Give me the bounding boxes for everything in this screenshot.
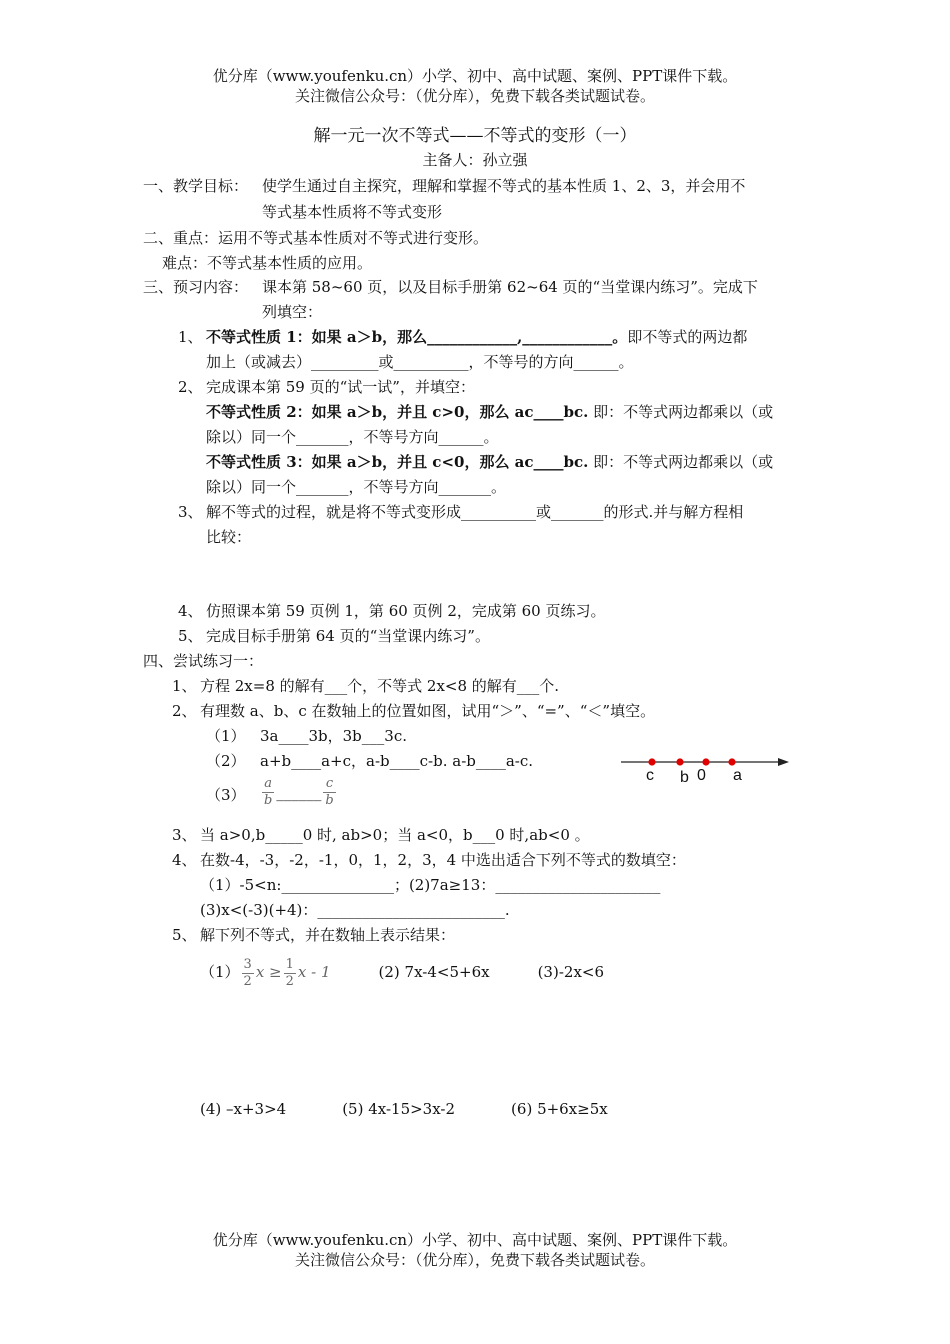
q2-sub-3-number: （3） bbox=[206, 786, 246, 804]
q2-number: 2、 bbox=[172, 702, 197, 720]
q2-text: 有理数 a、b、c 在数轴上的位置如图，试用“＞”、“=”、“＜”填空。 bbox=[200, 702, 656, 720]
item-2-number: 2、 bbox=[178, 378, 203, 396]
fraction-one-half: $\frac{1}{2}$ bbox=[285, 956, 294, 989]
item-1-rest: 即不等式的两边都 bbox=[627, 328, 748, 346]
property-3-line bbox=[206, 452, 773, 472]
q4-text: 在数-4，-3，-2，-1，0，1，2，3，4 中选出适合下列不等式的数填空： bbox=[200, 851, 686, 869]
section-3-text-1: 课本第 58~60 页，以及目标手册第 62~64 页的“当堂课内练习”。完成下 bbox=[262, 278, 758, 296]
q3-text: 当 a>0,b_____0 时, ab>0；当 a<0，b___0 时,ab<0 。 bbox=[200, 826, 590, 844]
fraction-a-over-b: $\frac{a}{b}$ bbox=[264, 776, 273, 808]
point-zero bbox=[702, 758, 709, 765]
q3-number: 3、 bbox=[172, 826, 197, 844]
item-4-number: 4、 bbox=[178, 602, 203, 620]
q2-sub-1-number: （1） bbox=[206, 727, 246, 745]
q2-sub-2-text: a+b____a+c，a-b____c-b. a-b____a-c. bbox=[260, 752, 534, 770]
q4-line-3: (3)x<(-3)(+4)：_________________________. bbox=[200, 901, 510, 919]
q5-4: (4) –x+3>4 bbox=[200, 1100, 287, 1118]
header-line-2: 关注微信公众号：（优分库），免费下载各类试题试卷。 bbox=[294, 87, 655, 105]
property-2-rest: 即：不等式两边都乘以（或 bbox=[588, 403, 774, 421]
property-1: 不等式性质 1：如果 a＞b，那么____________,____________。 bbox=[206, 328, 628, 346]
author: 主备人：孙立强 bbox=[422, 151, 528, 169]
q5-1-label: （1） bbox=[200, 963, 240, 981]
item-1-number: 1、 bbox=[178, 328, 203, 346]
item-5-text: 完成目标手册第 64 页的“当堂课内练习”。 bbox=[206, 627, 490, 645]
point-a bbox=[728, 758, 735, 765]
section-4-label: 四、尝试练习一： bbox=[143, 652, 264, 670]
section-1-label: 一、教学目标： bbox=[143, 177, 249, 195]
page-title: 解一元一次不等式——不等式的变形（一） bbox=[313, 126, 637, 146]
point-b bbox=[676, 758, 683, 765]
item-3-line-1: 解不等式的过程，就是将不等式变形成__________或_______的形式.并与解方程相 bbox=[206, 503, 744, 521]
section-3-text-2: 列填空： bbox=[262, 303, 323, 321]
q1-text: 方程 2x=8 的解有___个，不等式 2x<8 的解有___个. bbox=[200, 677, 560, 695]
q5-1-end: x - 1 bbox=[297, 963, 331, 981]
item-3-number: 3、 bbox=[178, 503, 203, 521]
section-3-label: 三、预习内容： bbox=[143, 278, 249, 296]
section-1-text-1: 使学生通过自主探究，理解和掌握不等式的基本性质 1、2、3，并会用不 bbox=[262, 177, 746, 195]
property-2: 不等式性质 2：如果 a＞b，并且 c>0，那么 ac____bc. bbox=[206, 403, 589, 421]
property-3-rest: 即：不等式两边都乘以（或 bbox=[588, 453, 774, 471]
q5-number: 5、 bbox=[172, 926, 197, 944]
label-b: b bbox=[680, 769, 689, 786]
item-1-line-1 bbox=[206, 327, 747, 347]
fraction-c-over-b: $\frac{c}{b}$ bbox=[325, 776, 334, 808]
q5-3: (3)-2x<6 bbox=[537, 963, 605, 981]
q5-6: (6) 5+6x≥5x bbox=[511, 1100, 608, 1118]
label-a: a bbox=[733, 767, 742, 784]
label-zero: 0 bbox=[697, 767, 706, 784]
q2-sub-2-number: （2） bbox=[206, 752, 246, 770]
header-line-1: 优分库（www.youfenku.cn）小学、初中、高中试题、案例、PPT课件下载。 bbox=[212, 67, 738, 85]
property-3: 不等式性质 3：如果 a＞b，并且 c<0，那么 ac____bc. bbox=[206, 453, 589, 471]
q4-number: 4、 bbox=[172, 851, 197, 869]
q2-sub-3-expression bbox=[260, 776, 338, 809]
item-3-line-2: 比较： bbox=[206, 528, 252, 546]
q5-5: (5) 4x-15>3x-2 bbox=[342, 1100, 456, 1118]
item-1-line-2: 加上（或减去）_________或__________，不等号的方向______。 bbox=[206, 353, 634, 371]
item-2-line-1: 完成课本第 59 页的“试一试”，并填空： bbox=[206, 378, 475, 396]
q5-text: 解下列不等式，并在数轴上表示结果： bbox=[200, 926, 456, 944]
q2-sub-3-blank: ______ bbox=[276, 783, 322, 802]
fraction-three-halves: $\frac{3}{2}$ bbox=[243, 956, 252, 989]
footer-line-1: 优分库（www.youfenku.cn）小学、初中、高中试题、案例、PPT课件下载。 bbox=[212, 1231, 738, 1249]
section-2-key-points: 二、重点：运用不等式基本性质对不等式进行变形。 bbox=[143, 229, 489, 247]
number-line-arrow-icon bbox=[778, 758, 789, 766]
point-c bbox=[648, 758, 655, 765]
number-line bbox=[615, 748, 800, 790]
q4-line-2: （1）-5<n:_______________；(2)7a≥13：______________________ bbox=[200, 876, 661, 894]
property-2-line-2: 除以）同一个_______，不等号方向______。 bbox=[206, 428, 499, 446]
q5-2: (2) 7x-4<5+6x bbox=[378, 963, 490, 981]
item-5-number: 5、 bbox=[178, 627, 203, 645]
q5-row-1 bbox=[200, 952, 604, 992]
section-2-difficulty: 难点：不等式基本性质的应用。 bbox=[162, 254, 373, 272]
q2-sub-1-text: 3a____3b，3b___3c. bbox=[260, 727, 407, 745]
section-1-text-2: 等式基本性质将不等式变形 bbox=[262, 203, 443, 221]
q5-row-2 bbox=[200, 1099, 608, 1119]
item-4-text: 仿照课本第 59 页例 1，第 60 页例 2，完成第 60 页练习。 bbox=[206, 602, 606, 620]
q1-number: 1、 bbox=[172, 677, 197, 695]
property-3-line-2: 除以）同一个_______，不等号方向_______。 bbox=[206, 478, 507, 496]
footer-line-2: 关注微信公众号：（优分库），免费下载各类试题试卷。 bbox=[294, 1251, 655, 1269]
label-c: c bbox=[646, 767, 654, 784]
property-2-line bbox=[206, 402, 773, 422]
q5-1-middle: x ≥ bbox=[255, 963, 282, 981]
